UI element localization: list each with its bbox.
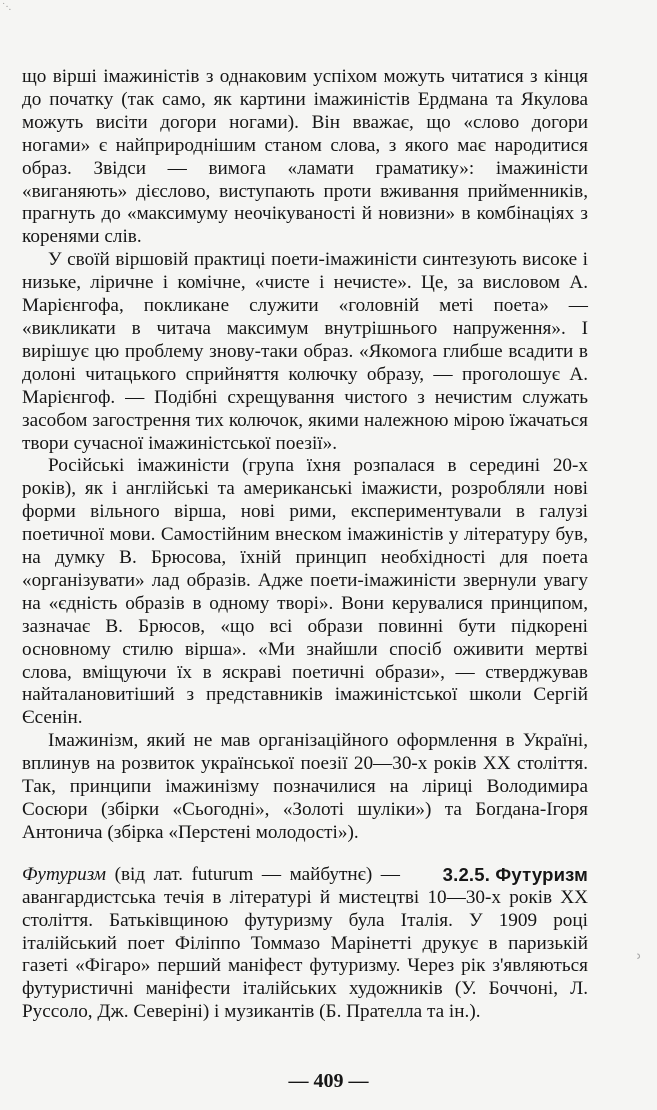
page-number: — 409 — — [288, 1070, 369, 1092]
futurism-section — [22, 864, 588, 1024]
scan-corner-mark: ˙·. — [2, 2, 12, 13]
section-term: Футуризм — [22, 863, 107, 885]
margin-pencil-mark: ʾ — [634, 950, 644, 981]
paragraph-2: У своїй віршовій практиці поети-імажиністи синтезують високе і низьке, ліричне і комічне, «чисте і нечисте». Це, за висловом А. Марієнгофа, покликане служити «головній меті поета» — «викликати в читача максимум внутрішнього напруження». І вирішує цю проблему знову-таки образ. «Якомога глибше всадити в долоні читацького сприйняття колючку образу, — проголошує А. Марієнгоф. — Подібні схрещування чистого з нечистим служать засобом загострення тих колючок, якими належною мірою їжачаться твори сучасної імажиністської поезії». — [22, 249, 588, 454]
section-paragraph — [22, 864, 588, 1024]
paragraph-4: Імажинізм, який не мав організаційного оформлення в Україні, вплинув на розвиток української поезії 20—30-х років XX століття. Так, принципи імажинізму позначилися на ліриці Володимира Сосюри (збірки «Сьогодні», «Золоті шуліки») та Богдана-Ігоря Антонича (збірка «Перстені молодості»). — [22, 730, 588, 843]
section-body: (від лат. futurum — майбутнє) — авангардистська течія в літературі й мистецтві 10—30-х років XX століття. Батьківщиною футуризму була Італія. У 1909 році італійський поет Філіппо Томмазо Марінетті друкує в паризькій газеті «Фігаро» перший маніфест футуризму. Через рік з'являються футуристичні маніфести італійських художників (У. Боччоні, Л. Руссоло, Дж. Северіні) і музикантів (Б. Прателла та ін.). — [22, 863, 588, 1023]
section-heading: 3.2.5. Футуризм — [442, 863, 588, 885]
page-body — [22, 66, 588, 1024]
paragraph-1: що вірші імажиністів з однаковим успіхом можуть читатися з кінця до початку (так само, як картини імажиністів Ердмана та Якулова можуть висіти догори ногами). Він вважає, що «слово догори ногами» є найприроднішим станом слова, з якого має народитися образ. Звідси — вимога «ламати граматику»: імажиністи «виганяють» дієслово, виступають проти вживання прийменників, прагнуть до «максимуму неочікуваності й новизни» в комбінаціях з коренями слів. — [22, 66, 588, 248]
paragraph-3: Російські імажиністи (група їхня розпалася в середині 20-х років), як і англійські та американські імажисти, розробляли нові форми вільного вірша, нові рими, експериментували в галузі поетичної мови. Самостійним внеском імажиністів у літературу був, на думку В. Брюсова, їхній принцип необхідності для поета «організувати» лад образів. Адже поети-імажиністи звернули увагу на «єдність образів в одному творі». Вони керувалися принципом, зазначає В. Брюсов, «що всі образи повинні бути підкорені основному стилю вірша». «Ми знайшли спосіб оживити мертві слова, вміщуючи їх в яскраві поетичні образи», — стверджував найталановитіший з представників імажиністської школи Сергій Єсенін. — [22, 455, 588, 729]
